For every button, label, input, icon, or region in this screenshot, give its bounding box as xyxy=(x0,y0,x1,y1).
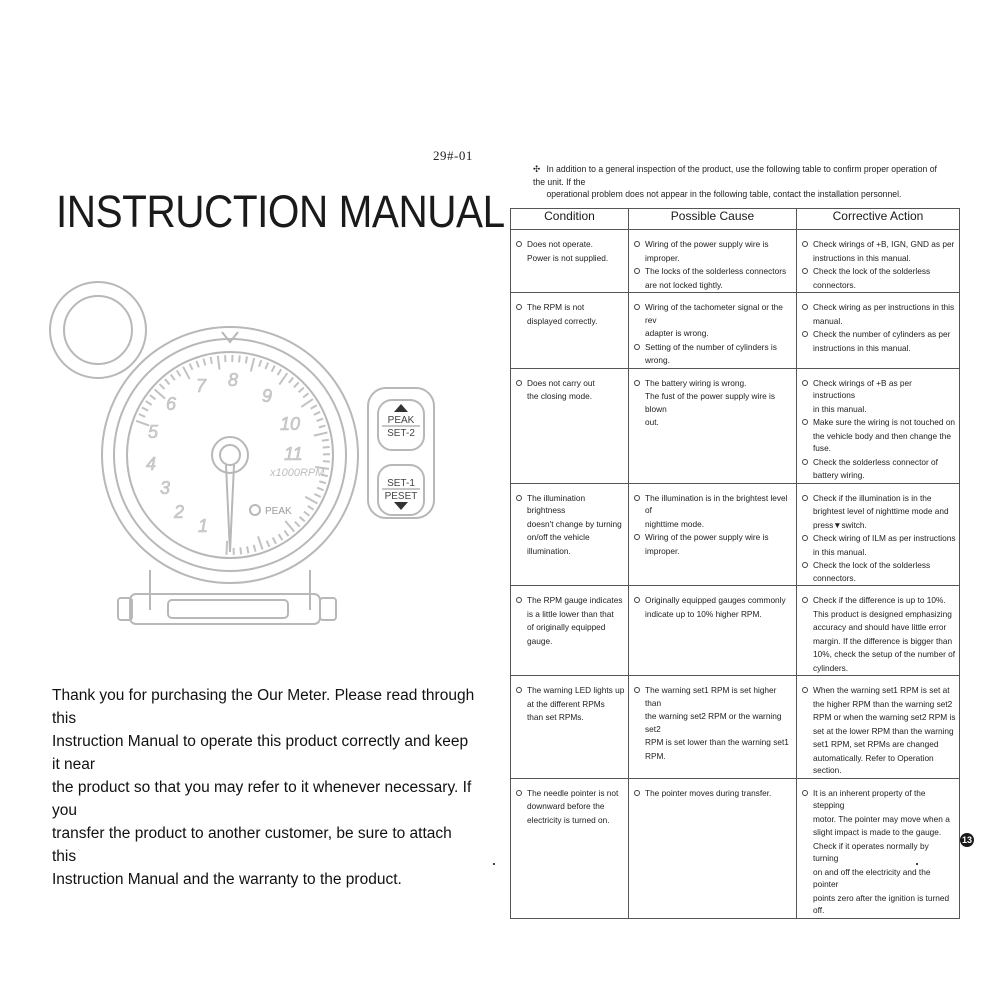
bullet-icon xyxy=(801,713,809,721)
action-cell xyxy=(797,483,960,586)
cell-text: electricity is turned on. xyxy=(527,814,610,825)
bullet-icon xyxy=(633,329,641,337)
cause-cell xyxy=(629,586,797,676)
document-code: 29#-01 xyxy=(433,148,473,163)
page-number: 13 xyxy=(961,835,972,845)
dial-tick xyxy=(251,358,254,372)
bullet-icon xyxy=(633,520,641,528)
dial-tick xyxy=(265,363,268,369)
bullet-icon xyxy=(801,267,809,275)
dial-tick xyxy=(314,412,320,415)
intro-line: Instruction Manual to operate this product correctly and keep it near xyxy=(52,733,469,773)
dial-tick xyxy=(171,375,175,381)
cell-text: The locks of the solderless connectors xyxy=(645,266,787,276)
dial-tick xyxy=(317,419,324,422)
bullet-icon xyxy=(801,317,809,325)
cell-text: When the warning set1 RPM is set at xyxy=(813,685,950,695)
cell-text: are not locked tightly. xyxy=(645,279,723,290)
dial-tick xyxy=(142,407,148,410)
cell-text: downward before the xyxy=(527,801,605,811)
bullet-icon xyxy=(515,816,523,824)
table-row xyxy=(511,586,960,676)
cell-text: Wiring of the power supply wire is xyxy=(645,239,769,249)
cell-text: The pointer moves during transfer. xyxy=(645,787,772,798)
bullet-icon xyxy=(801,828,809,836)
header-condition: Condition xyxy=(511,209,629,230)
bullet-icon xyxy=(633,418,641,426)
bullet-icon xyxy=(801,740,809,748)
bullet-icon xyxy=(801,637,809,645)
condition-cell xyxy=(511,483,629,586)
dial-tick xyxy=(247,546,248,553)
bullet-icon xyxy=(801,610,809,618)
table-row xyxy=(511,483,960,586)
bullet-icon xyxy=(801,894,809,902)
dial-tick xyxy=(146,401,152,405)
dial-number: 1 xyxy=(198,516,209,536)
action-cell xyxy=(797,368,960,483)
bullet-icon xyxy=(801,815,809,823)
dial-tick xyxy=(183,367,190,379)
scan-dot xyxy=(916,863,918,865)
dial-tick xyxy=(285,521,294,532)
button-peak-label[interactable]: PEAK xyxy=(387,415,415,426)
dial-tick xyxy=(240,547,241,554)
cell-text: Check wiring of ILM as per instructions xyxy=(813,533,956,543)
cell-text: connectors. xyxy=(813,279,856,290)
dial-number: 8 xyxy=(228,370,239,390)
table-row xyxy=(511,778,960,918)
cell-text: Check the number of cylinders as per xyxy=(813,329,951,339)
dial-tick xyxy=(301,399,313,407)
cell-text: slight impact is made to the gauge. xyxy=(813,827,942,837)
peak-label: PEAK xyxy=(265,506,292,517)
dial-number: 10 xyxy=(280,414,301,434)
cell-text: instructions in this manual. xyxy=(813,252,911,263)
bullet-icon xyxy=(633,356,641,364)
dial-tick xyxy=(267,540,270,546)
dial-tick xyxy=(246,356,247,363)
bullet-icon xyxy=(633,240,641,248)
cell-text: automatically. Refer to Operation section. xyxy=(813,752,934,775)
troubleshooting-table xyxy=(510,208,960,919)
bullet-icon xyxy=(515,533,523,541)
bullet-icon xyxy=(633,596,641,604)
condition-cell xyxy=(511,293,629,369)
bullet-icon xyxy=(515,686,523,694)
action-cell xyxy=(797,676,960,779)
cell-text: The warning set1 RPM is set higher than xyxy=(645,685,777,708)
page-title: INSTRUCTION MANUAL xyxy=(56,186,505,237)
action-cell xyxy=(797,230,960,293)
gauge-pod-inner xyxy=(64,296,132,364)
cause-cell xyxy=(629,293,797,369)
mount-bracket xyxy=(130,594,320,624)
cause-cell xyxy=(629,676,797,779)
dial-tick xyxy=(150,395,156,399)
cell-text: Check the solderless connector of xyxy=(813,456,938,467)
bullet-icon xyxy=(801,664,809,672)
dial-tick xyxy=(294,382,299,387)
condition-cell xyxy=(511,230,629,293)
note-icon: ✣ xyxy=(533,164,541,174)
table-header-row xyxy=(511,209,960,230)
dial-tick xyxy=(322,440,329,441)
bullet-icon xyxy=(801,686,809,694)
dial-tick xyxy=(258,536,263,549)
cell-text: margin. If the difference is bigger than xyxy=(813,635,953,646)
table-row xyxy=(511,676,960,779)
bullet-icon xyxy=(801,521,809,529)
cell-text: This product is designed emphasizing xyxy=(813,608,952,619)
dial-tick xyxy=(273,538,276,544)
bullet-icon xyxy=(515,240,523,248)
dial-tick xyxy=(196,361,198,368)
condition-cell xyxy=(511,676,629,779)
bullet-icon xyxy=(801,842,809,850)
cell-text: The needle pointer is not xyxy=(527,787,619,798)
cell-text: points zero after the ignition is turned off. xyxy=(813,892,950,915)
action-cell xyxy=(797,778,960,918)
cell-text: gauge. xyxy=(527,635,553,646)
dial-tick xyxy=(317,488,324,490)
bullet-icon xyxy=(515,637,523,645)
bullet-icon xyxy=(515,713,523,721)
bullet-icon xyxy=(801,281,809,289)
bullet-icon xyxy=(515,317,523,325)
action-cell xyxy=(797,293,960,369)
dial-tick xyxy=(190,364,193,370)
cell-text: Originally equipped gauges commonly xyxy=(645,595,786,605)
cell-text: on and off the electricity and the pointer xyxy=(813,866,931,889)
bullet-icon xyxy=(801,471,809,479)
cell-text: set1 RPM, set RPMs are changed xyxy=(813,739,939,749)
dial-tick xyxy=(155,389,166,398)
cell-text: Check if the difference is up to 10%. xyxy=(813,595,946,605)
bullet-icon xyxy=(515,379,523,387)
bullet-icon xyxy=(633,379,641,387)
needle xyxy=(226,465,234,552)
dial-tick xyxy=(314,494,320,497)
bullet-icon xyxy=(633,738,641,746)
bullet-icon xyxy=(515,392,523,400)
intro-line: Thank you for purchasing the Our Meter. Please read through this xyxy=(52,687,475,727)
cell-text: the vehicle body and then change the fuse. xyxy=(813,430,951,453)
table-row xyxy=(511,230,960,293)
button-reset-label[interactable]: PESET xyxy=(384,491,418,502)
bullet-icon xyxy=(633,610,641,618)
dial-tick xyxy=(284,530,288,536)
dial-tick xyxy=(272,366,275,372)
bullet-icon xyxy=(633,494,641,502)
bullet-icon xyxy=(801,494,809,502)
dial-tick xyxy=(323,447,330,448)
cell-text: than set RPMs. xyxy=(527,712,584,722)
cell-text: doesn't change by turning xyxy=(527,518,622,529)
cell-text: brightest level of nighttime mode and xyxy=(813,506,949,516)
action-cell xyxy=(797,586,960,676)
cell-text: adapter is wrong. xyxy=(645,328,709,338)
cell-text: Setting of the number of cylinders is xyxy=(645,341,777,352)
bullet-icon xyxy=(801,379,809,387)
bullet-icon xyxy=(515,494,523,502)
cell-text: instructions in this manual. xyxy=(813,342,911,353)
bullet-icon xyxy=(801,561,809,569)
intro-line: the product so that you may refer to it whenever necessary. If you xyxy=(52,779,472,819)
bullet-icon xyxy=(515,623,523,631)
bullet-icon xyxy=(515,303,523,311)
bullet-icon xyxy=(633,267,641,275)
header-corrective-action: Corrective Action xyxy=(797,209,960,230)
cell-text: at the different RPMs xyxy=(527,698,605,709)
note-line: In addition to a general inspection of the product, use the following table to confirm proper operation of the unit. If the xyxy=(533,164,937,187)
bullet-icon xyxy=(801,405,809,413)
cell-text: The illumination is in the brightest level of xyxy=(645,492,788,515)
dial-tick xyxy=(218,356,220,370)
dial-tick xyxy=(299,388,304,393)
cell-text: The battery wiring is wrong. xyxy=(645,377,747,388)
dial-tick xyxy=(295,522,300,527)
bullet-icon xyxy=(515,789,523,797)
bullet-icon xyxy=(515,596,523,604)
cell-text: Check the lock of the solderless xyxy=(813,266,931,276)
cell-text: RPM. xyxy=(645,750,666,761)
bullet-icon xyxy=(801,303,809,311)
cell-text: of originally equipped xyxy=(527,622,606,632)
intro-line: Instruction Manual and the warranty to the product. xyxy=(52,871,402,888)
cell-text: in this manual. xyxy=(813,403,867,414)
dial-tick xyxy=(139,414,145,417)
cell-text: battery wiring. xyxy=(813,470,865,480)
cause-cell xyxy=(629,778,797,918)
condition-cell xyxy=(511,778,629,918)
cell-text: The warning LED lights up xyxy=(527,685,625,695)
dial-tick xyxy=(304,511,310,515)
bullet-icon xyxy=(633,303,641,311)
bullet-icon xyxy=(801,458,809,466)
intro-line: transfer the product to another customer, be sure to attach this xyxy=(52,825,452,865)
dial-tick xyxy=(165,379,170,384)
intro-paragraph xyxy=(52,684,477,891)
dial-tick xyxy=(314,433,328,436)
cell-text: the higher RPM than the warning set2 xyxy=(813,698,953,709)
bullet-icon xyxy=(515,547,523,555)
cell-text: manual. xyxy=(813,315,843,326)
cell-text: The fust of the power supply wire is blown xyxy=(645,391,776,414)
bullet-icon xyxy=(515,802,523,810)
bullet-icon xyxy=(633,752,641,760)
dial-tick xyxy=(211,357,212,364)
cell-text: The illumination brightness xyxy=(527,492,586,515)
cell-text: nighttime mode. xyxy=(645,518,705,529)
dial-number: 5 xyxy=(148,422,159,442)
rpm-unit-label: x1000RPM xyxy=(270,467,325,479)
bullet-icon xyxy=(801,254,809,262)
bullet-icon xyxy=(633,392,641,400)
bullet-icon xyxy=(633,547,641,555)
gauge-illustration xyxy=(40,280,480,660)
bullet-icon xyxy=(801,432,809,440)
cell-text: It is an inherent property of the stepping xyxy=(813,787,926,810)
cell-text: Wiring of the power supply wire is xyxy=(645,532,769,542)
bullet-icon xyxy=(633,686,641,694)
dial-tick xyxy=(303,393,309,397)
cell-text: Power is not supplied. xyxy=(527,252,609,263)
cell-text: accuracy and should have little error xyxy=(813,622,947,632)
dial-number: 7 xyxy=(196,376,207,396)
bullet-icon xyxy=(801,868,809,876)
bullet-icon xyxy=(801,700,809,708)
cell-text: Does not operate. xyxy=(527,239,593,249)
dial-tick xyxy=(177,370,181,376)
bullet-icon xyxy=(801,754,809,762)
dial-tick xyxy=(319,481,326,483)
dial-tick xyxy=(300,517,305,522)
dial-tick xyxy=(311,405,317,408)
cell-text: Wiring of the tachometer signal or the rev xyxy=(645,302,783,325)
cell-text: set at the lower RPM than the warning xyxy=(813,725,954,736)
inspection-note xyxy=(533,163,946,201)
bullet-icon xyxy=(801,727,809,735)
cell-text: Check wiring as per instructions in this xyxy=(813,302,955,312)
button-set2-label[interactable]: SET-2 xyxy=(387,428,415,439)
dial-number: 11 xyxy=(284,444,303,464)
table-row xyxy=(511,293,960,369)
header-possible-cause: Possible Cause xyxy=(629,209,797,230)
dial-number: 6 xyxy=(166,394,177,414)
bullet-icon xyxy=(633,254,641,262)
dial-tick xyxy=(259,360,261,367)
cell-text: illumination. xyxy=(527,545,571,556)
dial-tick xyxy=(289,378,293,383)
bullet-icon xyxy=(515,700,523,708)
cell-text: motor. The pointer may move when a xyxy=(813,813,950,824)
bullet-icon xyxy=(801,548,809,556)
cell-text: Check wirings of +B as per instructions xyxy=(813,377,912,400)
bullet-icon xyxy=(801,596,809,604)
peak-lamp xyxy=(250,505,260,515)
cell-text: the closing mode. xyxy=(527,391,593,401)
bullet-icon xyxy=(633,533,641,541)
bullet-icon xyxy=(801,623,809,631)
cell-text: The RPM gauge indicates xyxy=(527,595,623,605)
bullet-icon xyxy=(515,254,523,262)
cell-text: wrong. xyxy=(645,355,670,365)
needle-hub xyxy=(212,437,248,473)
condition-cell xyxy=(511,368,629,483)
bullet-icon xyxy=(801,789,809,797)
bullet-icon xyxy=(801,240,809,248)
cell-text: displayed correctly. xyxy=(527,315,598,326)
dial-tick xyxy=(239,355,240,362)
cell-text: is a little lower than that xyxy=(527,608,614,619)
cell-text: the warning set2 RPM or the warning set2 xyxy=(645,711,782,734)
bullet-icon xyxy=(801,330,809,338)
scan-dot xyxy=(493,863,495,865)
note-line: operational problem does not appear in the following table, contact the installation personnel. xyxy=(546,189,902,199)
bullet-icon xyxy=(801,507,809,515)
bullet-icon xyxy=(633,281,641,289)
cell-text: 10%, check the setup of the number of xyxy=(813,649,956,659)
cell-text: cylinders. xyxy=(813,662,849,673)
cell-text: improper. xyxy=(645,252,680,263)
dial-tick xyxy=(305,497,317,504)
dial-tick xyxy=(279,373,287,384)
cell-text: Check if the illumination is in the xyxy=(813,492,932,503)
cell-text: Check if it operates normally by turning xyxy=(813,840,929,863)
cell-text: press▼switch. xyxy=(813,519,867,530)
bullet-icon xyxy=(801,344,809,352)
bullet-icon xyxy=(801,418,809,426)
dial-tick xyxy=(254,545,256,552)
cause-cell xyxy=(629,483,797,586)
dial-tick xyxy=(160,384,165,389)
dial-tick xyxy=(203,359,205,366)
bullet-icon xyxy=(801,534,809,542)
cell-text: Make sure the wiring is not touched on xyxy=(813,417,956,427)
cell-text: improper. xyxy=(645,545,680,556)
cell-text: Does not carry out xyxy=(527,377,595,388)
bullet-icon xyxy=(633,343,641,351)
button-set1-label[interactable]: SET-1 xyxy=(387,478,415,489)
dial-number: 2 xyxy=(174,502,185,522)
dial-number: 9 xyxy=(262,386,273,406)
bullet-icon xyxy=(515,520,523,528)
cell-text: RPM or when the warning set2 RPM is xyxy=(813,712,956,722)
dial-number: 3 xyxy=(160,478,171,498)
condition-cell xyxy=(511,586,629,676)
dial-number: 4 xyxy=(146,454,157,474)
cause-cell xyxy=(629,230,797,293)
cell-text: The RPM is not xyxy=(527,302,585,312)
dial-tick xyxy=(279,534,283,540)
bullet-icon xyxy=(633,789,641,797)
cell-text: on/off the vehicle xyxy=(527,532,590,542)
cell-text: Check the lock of the solderless connectors. xyxy=(813,560,931,583)
cell-text: indicate up to 10% higher RPM. xyxy=(645,608,762,619)
cell-text: Check wirings of +B, IGN, GND as per xyxy=(813,239,955,249)
dial-tick xyxy=(319,425,326,427)
bullet-icon xyxy=(515,610,523,618)
cell-text: in this manual. xyxy=(813,546,867,557)
cell-text: out. xyxy=(645,417,659,427)
cause-cell xyxy=(629,368,797,483)
bullet-icon xyxy=(801,650,809,658)
table-row xyxy=(511,368,960,483)
cell-text: RPM is set lower than the warning set1 xyxy=(645,737,789,747)
bullet-icon xyxy=(633,712,641,720)
dial-tick xyxy=(278,369,282,375)
dial-tick xyxy=(308,506,314,510)
